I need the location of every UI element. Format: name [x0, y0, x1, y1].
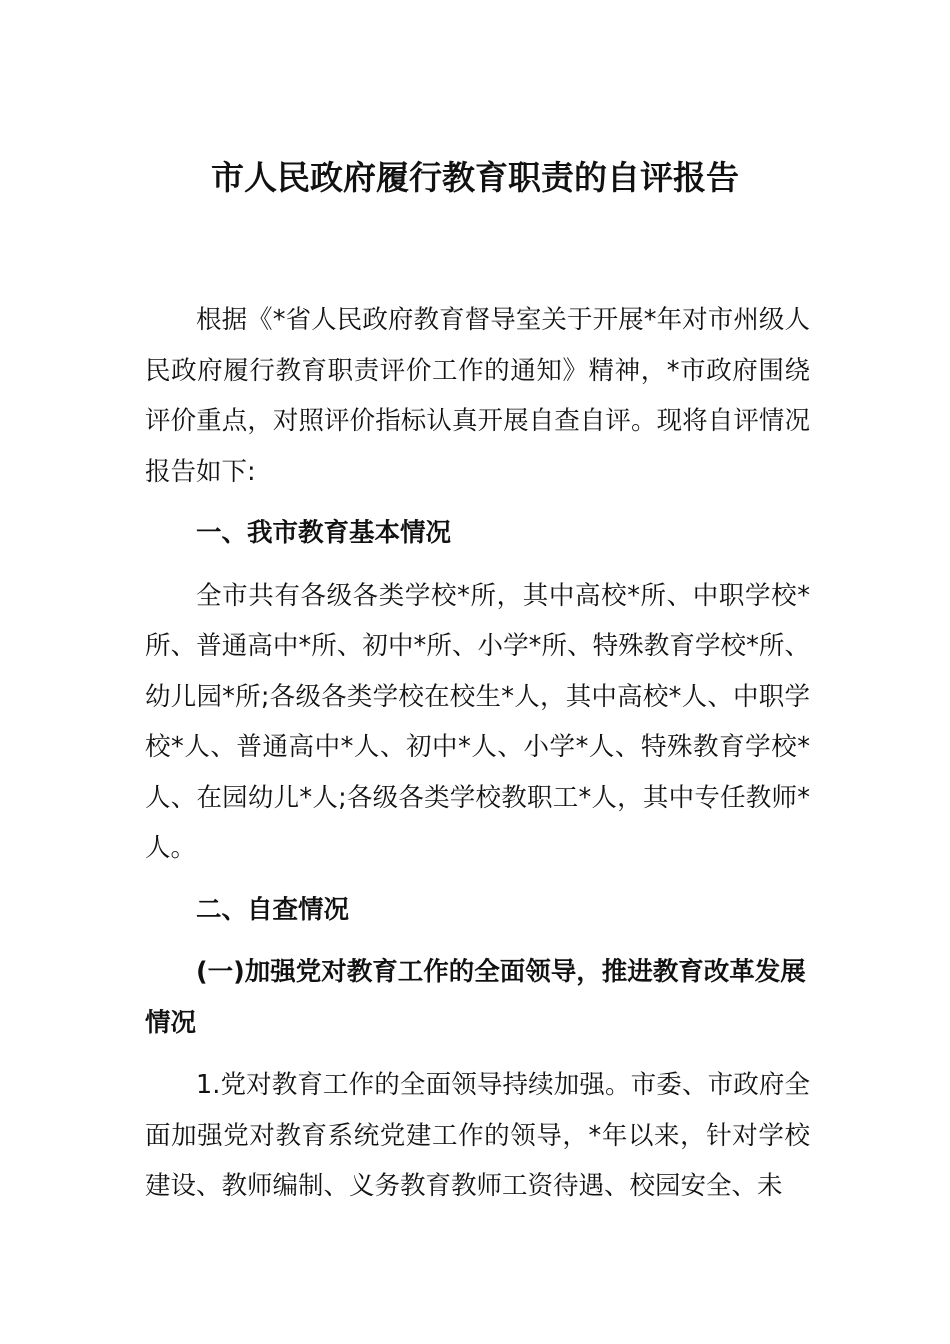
subsection-heading-party-leadership: (一)加强党对教育工作的全面领导，推进教育改革发展情况 — [145, 957, 806, 1038]
section-heading-basic-info: 一、我市教育基本情况 — [196, 518, 452, 548]
section-heading-self-check: 二、自查情况 — [196, 894, 350, 925]
item-party-leadership-paragraph: 1.党对教育工作的全面领导持续加强。市委、市政府全面加强党对教育系统党建工作的领导，*年以来，针对学校建设、教师编制、义务教育教师工资待遇、校园安全、未 — [145, 1070, 810, 1201]
section-basic-info-paragraph: 全市共有各级各类学校*所，其中高校*所、中职学校*所、普通高中*所、初中*所、小学*所、特殊教育学校*所、幼儿园*所;各级各类学校在校生*人，其中高校*人、中职学校*人、普通高中*人、初中*人、小学*人、特殊教育学校*人、在园幼儿*人;各级各类学校教职工*人，其中专任教师*人。 — [145, 580, 810, 863]
document-body — [145, 295, 810, 1212]
intro-paragraph: 根据《*省人民政府教育督导室关于开展*年对市州级人民政府履行教育职责评价工作的通知》精神，*市政府围绕评价重点，对照评价指标认真开展自查自评。现将自评情况报告如下: — [145, 305, 810, 487]
document-title: 市人民政府履行教育职责的自评报告 — [211, 158, 739, 197]
